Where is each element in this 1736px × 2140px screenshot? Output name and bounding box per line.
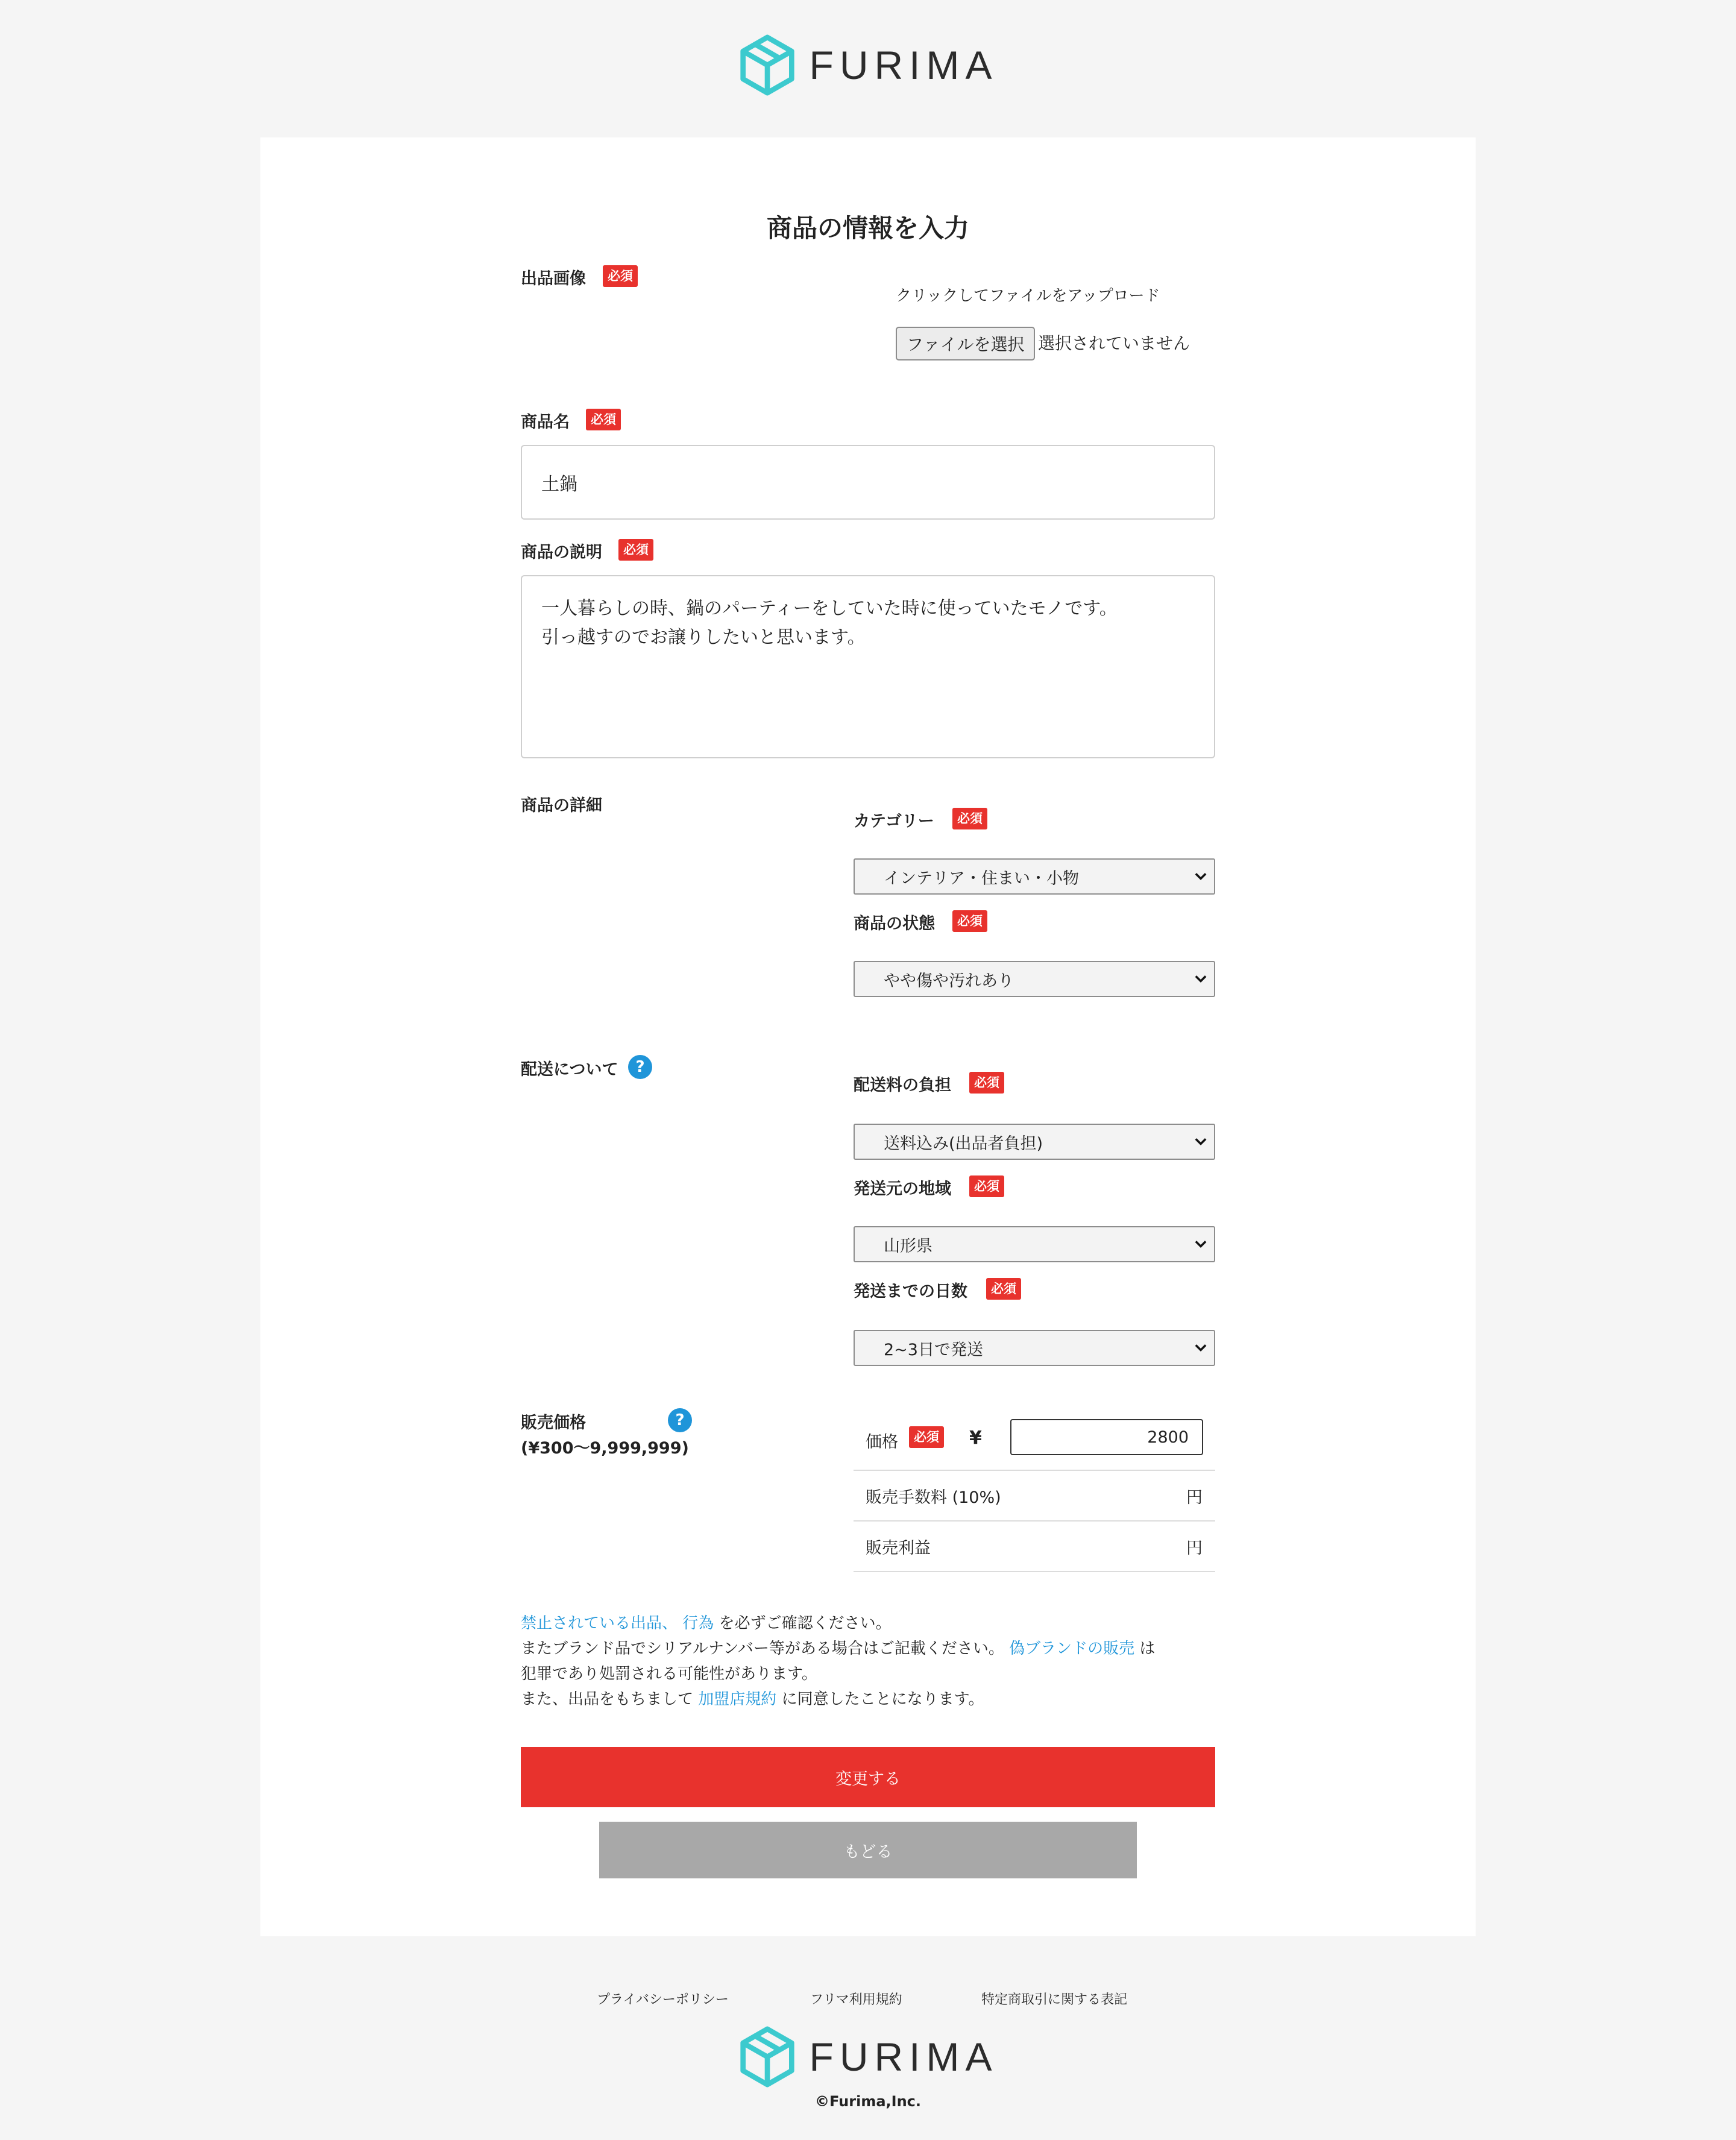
shipping-label: 配送について: [521, 1060, 618, 1079]
price-input[interactable]: [1010, 1419, 1203, 1455]
fee-label: 販売手数料 (10%): [866, 1488, 1001, 1507]
required-badge: 必須: [909, 1426, 944, 1448]
price-section-label: 販売価格: [521, 1414, 586, 1432]
price-label: 価格: [866, 1433, 898, 1452]
merchant-terms-link[interactable]: 加盟店規約: [698, 1690, 777, 1708]
days-value: 2~3日で発送: [884, 1340, 983, 1359]
required-badge: 必須: [618, 539, 653, 561]
image-label: 出品画像: [521, 269, 586, 288]
item-name-input[interactable]: [521, 445, 1215, 520]
notice-line-4-end: に同意したことになります。: [781, 1690, 984, 1708]
notice-line-1: を必ずご確認ください。: [719, 1614, 892, 1632]
required-badge: 必須: [952, 808, 987, 829]
page-title: 商品の情報を入力: [766, 213, 969, 243]
fee-burden-value: 送料込み(出品者負担): [884, 1134, 1043, 1153]
profit-divider: [854, 1571, 1215, 1572]
chevron-down-icon: [1192, 971, 1209, 987]
price-help-icon[interactable]: ?: [668, 1408, 692, 1432]
notice-line-3: 犯罪であり処罰される可能性があります。: [521, 1665, 817, 1683]
profit-unit: 円: [1186, 1539, 1203, 1558]
required-badge: 必須: [969, 1072, 1004, 1094]
prohibited-acts-link[interactable]: 行為: [682, 1614, 714, 1632]
chevron-down-icon: [1192, 1236, 1209, 1253]
required-badge: 必須: [969, 1175, 1004, 1197]
brand-name: FURIMA: [809, 2035, 998, 2079]
notice-line-2: またブランド品でシリアルナンバー等がある場合はご記載ください。: [521, 1640, 1004, 1658]
notice-line-4: また、出品をもちまして: [521, 1690, 694, 1708]
origin-label: 発送元の地域: [854, 1180, 951, 1198]
footer-logo[interactable]: [0, 2025, 1736, 2088]
fee-unit: 円: [1186, 1488, 1203, 1507]
details-label: 商品の詳細: [521, 796, 602, 815]
currency-symbol: ¥: [969, 1427, 982, 1449]
choose-file-button[interactable]: ファイルを選択: [896, 327, 1035, 360]
item-name-label: 商品名: [521, 413, 570, 432]
profit-label: 販売利益: [866, 1539, 931, 1558]
description-line-1: 一人暮らしの時、鍋のパーティーをしていた時に使っていたモノです。: [541, 598, 1118, 619]
fee-burden-select[interactable]: [854, 1124, 1215, 1160]
days-label: 発送までの日数: [854, 1282, 967, 1301]
origin-value: 山形県: [884, 1236, 932, 1256]
category-select[interactable]: [854, 858, 1215, 895]
cube-logo-icon: [738, 34, 796, 96]
footer-link-terms[interactable]: フリマ利用規約: [810, 1992, 902, 2007]
category-label: カテゴリー: [854, 812, 934, 831]
notice-text: [521, 1611, 1155, 1712]
condition-select[interactable]: [854, 961, 1215, 997]
required-badge: 必須: [603, 265, 638, 287]
description-label: 商品の説明: [521, 543, 602, 562]
shipping-help-icon[interactable]: ?: [628, 1055, 652, 1079]
cube-logo-icon: [738, 2025, 796, 2088]
description-line-2: 引っ越すのでお譲りしたいと思います。: [541, 627, 866, 648]
condition-label: 商品の状態: [854, 914, 935, 933]
fee-burden-label: 配送料の負担: [854, 1076, 951, 1095]
footer-link-privacy[interactable]: プライバシーポリシー: [597, 1992, 729, 2007]
days-select[interactable]: [854, 1330, 1215, 1366]
notice-line-2-end: は: [1139, 1640, 1156, 1658]
description-textarea[interactable]: [521, 575, 1215, 758]
prohibited-items-link[interactable]: 禁止されている出品、: [521, 1614, 678, 1632]
brand-name: FURIMA: [809, 43, 998, 87]
footer-link-commerce[interactable]: 特定商取引に関する表記: [981, 1992, 1128, 2007]
copyright: ©Furima,Inc.: [814, 2093, 922, 2110]
file-status: 選択されていません: [1038, 333, 1190, 353]
submit-button[interactable]: 変更する: [521, 1747, 1215, 1807]
price-value: 2800: [1147, 1427, 1189, 1447]
header-logo[interactable]: [0, 34, 1736, 96]
required-badge: 必須: [952, 910, 987, 932]
required-badge: 必須: [986, 1278, 1021, 1300]
upload-hint[interactable]: クリックしてファイルをアップロード: [896, 287, 1160, 305]
chevron-down-icon: [1192, 1339, 1209, 1356]
condition-value: やや傷や汚れあり: [884, 971, 1014, 990]
item-name-value: 土鍋: [541, 474, 577, 495]
price-divider: [854, 1470, 1215, 1471]
fee-divider: [854, 1520, 1215, 1522]
required-badge: 必須: [586, 409, 621, 430]
price-range: (¥300〜9,999,999): [521, 1439, 689, 1458]
origin-select[interactable]: [854, 1226, 1215, 1262]
fake-brand-link[interactable]: 偽ブランドの販売: [1009, 1640, 1135, 1658]
chevron-down-icon: [1192, 868, 1209, 885]
chevron-down-icon: [1192, 1133, 1209, 1150]
category-value: インテリア・住まい・小物: [884, 869, 1079, 888]
back-button[interactable]: もどる: [599, 1822, 1137, 1878]
listing-form: [260, 137, 1476, 1936]
